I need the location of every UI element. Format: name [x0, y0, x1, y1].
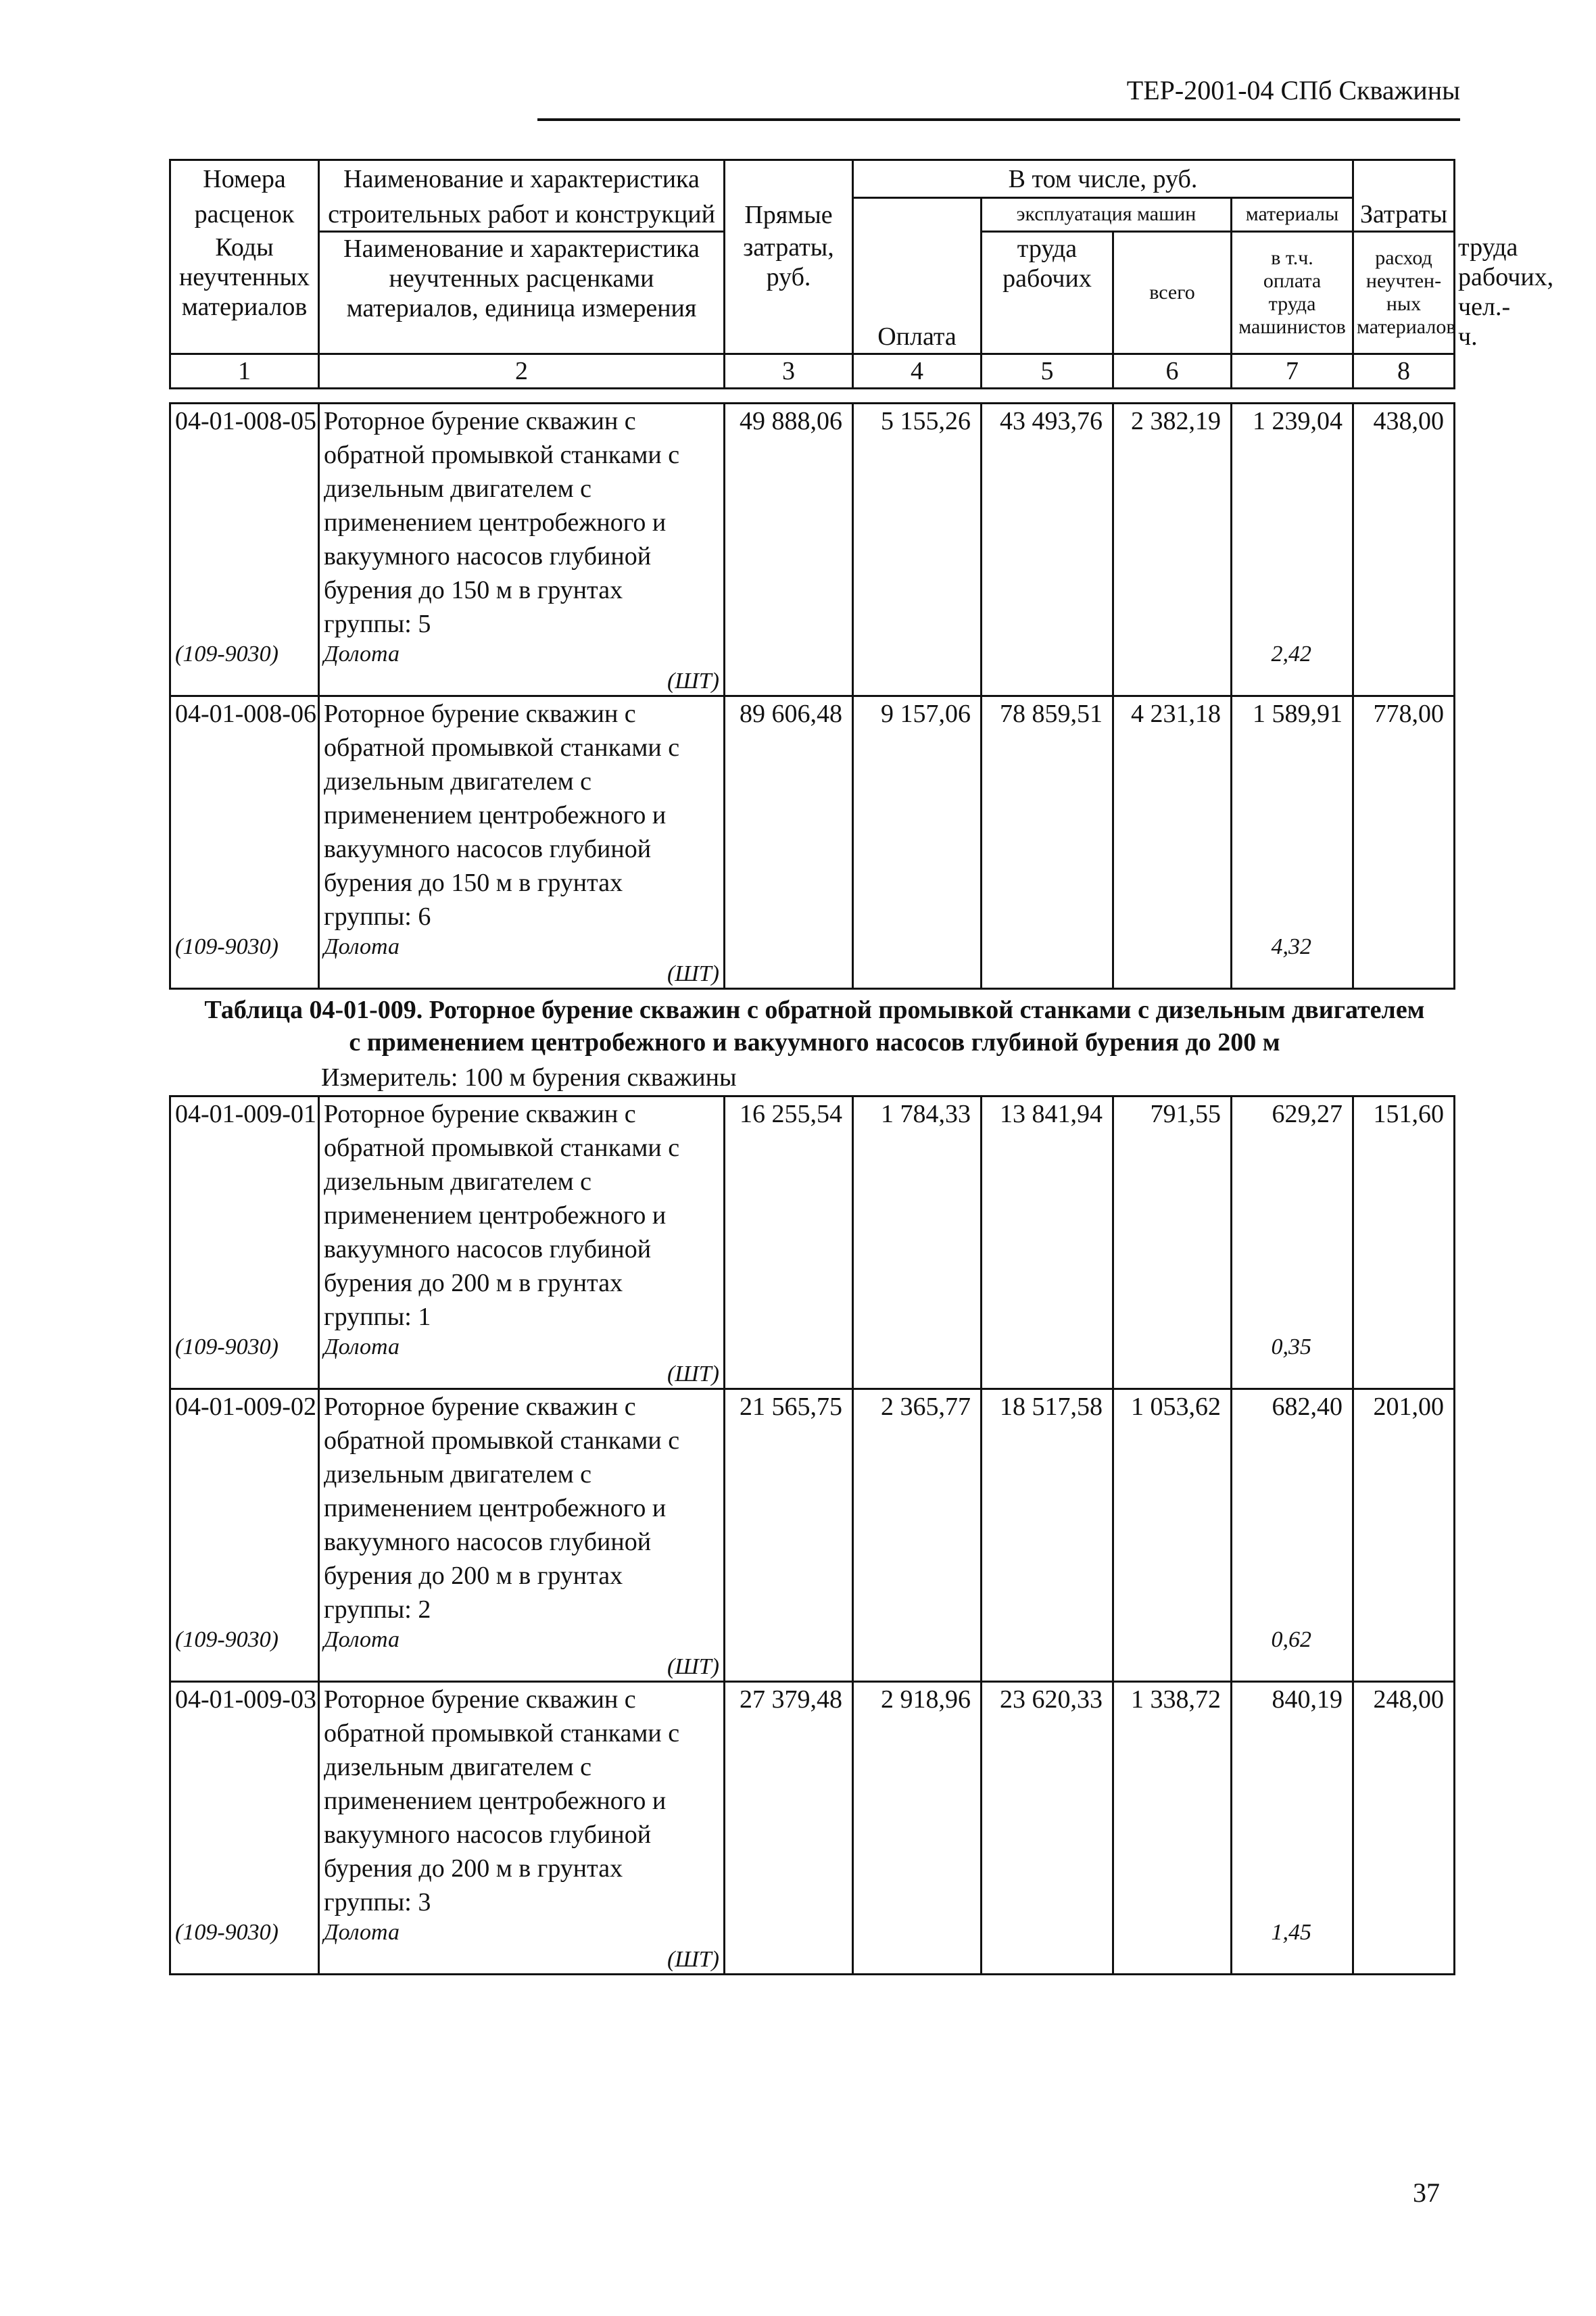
col-number-2: 2: [319, 354, 725, 389]
col1-top-1: Номера: [170, 160, 319, 198]
empty-cell: [853, 1361, 982, 1389]
description-line: бурения до 150 м в грунтах: [324, 576, 623, 604]
material-code: (109-9030): [170, 641, 319, 668]
empty-cell: [982, 1654, 1113, 1682]
empty-cell: [1353, 1626, 1455, 1654]
empty-cell: [725, 961, 853, 989]
material-row: [170, 1919, 1455, 1946]
value-labor: 2 918,96: [853, 1682, 982, 1920]
material-name: Долота: [319, 1919, 725, 1946]
material-unit: (ШТ): [319, 961, 725, 989]
empty-cell: [725, 641, 853, 668]
empty-cell: [1113, 961, 1232, 989]
description-line: группы: 1: [324, 1303, 431, 1331]
description-line: бурения до 200 м в грунтах: [324, 1562, 623, 1590]
material-name: Долота: [319, 641, 725, 668]
col3-header-bottom: [725, 231, 853, 354]
empty-cell: [725, 668, 853, 696]
materials-group-header: материалы: [1232, 198, 1353, 232]
measure-unit: Измеритель: 100 м бурения скважины: [321, 1063, 737, 1092]
empty-cell: [725, 1919, 853, 1946]
empty-cell: [725, 1654, 853, 1682]
description-line: обратной промывкой станками с: [324, 1426, 680, 1455]
empty-cell: [725, 1361, 853, 1389]
col7-header: [1353, 231, 1455, 354]
col4-header-3: рабочих: [1002, 264, 1092, 293]
col1-top-2: расценок: [170, 198, 319, 232]
description-line: вакуумного насосов глубиной: [324, 542, 652, 571]
value-materials: 629,27: [1232, 1096, 1353, 1334]
value-materials: 1 589,91: [1232, 696, 1353, 934]
description-line: применением центробежного и: [324, 1201, 667, 1230]
value-mach-total: 23 620,33: [982, 1682, 1113, 1920]
value-hours: 438,00: [1353, 404, 1455, 642]
empty-cell: [853, 1334, 982, 1361]
description-line: применением центробежного и: [324, 1787, 667, 1815]
value-hours: 201,00: [1353, 1389, 1455, 1627]
col2-bottom-1: Наименование и характеристика: [343, 234, 700, 263]
col7-header-2: неучтен-: [1365, 269, 1442, 292]
description-line: группы: 6: [324, 902, 431, 931]
value-mach-total: 13 841,94: [982, 1096, 1113, 1334]
empty-cell: [1232, 1946, 1353, 1975]
rate-description: [319, 1096, 725, 1334]
col2-bottom: [319, 231, 725, 354]
empty-cell: [725, 1334, 853, 1361]
empty-cell: [1353, 668, 1455, 696]
empty-cell: [1113, 1946, 1232, 1975]
empty-cell: [853, 1626, 982, 1654]
empty-cell: [1353, 934, 1455, 961]
description-line: обратной промывкой станками с: [324, 733, 680, 762]
description-line: применением центробежного и: [324, 508, 667, 537]
material-row: [170, 641, 1455, 668]
material-unit: (ШТ): [319, 1361, 725, 1389]
col6-header-1: в т.ч.: [1271, 246, 1313, 269]
rate-code: 04-01-008-06: [170, 696, 319, 934]
col2-top-1: Наименование и характеристика: [319, 160, 725, 198]
description-line: вакуумного насосов глубиной: [324, 1235, 652, 1263]
col2-bottom-3: материалов, единица измерения: [346, 293, 697, 322]
empty-cell: [982, 668, 1113, 696]
table-title-line-1: Таблица 04-01-009. Роторное бурение скважин с обратной промывкой станками с дизельным двигателем: [204, 996, 1425, 1024]
empty-cell: [982, 1626, 1113, 1654]
material-consumption: 0,35: [1232, 1334, 1353, 1361]
empty-cell: [982, 1946, 1113, 1975]
description-line: дизельным двигателем с: [324, 1167, 592, 1196]
value-direct: 16 255,54: [725, 1096, 853, 1334]
value-direct: 89 606,48: [725, 696, 853, 934]
material-row: [170, 934, 1455, 961]
col3-header-2: затраты,: [743, 233, 834, 262]
description-line: вакуумного насосов глубиной: [324, 835, 652, 863]
column-header-table: Номера Наименование и характеристика Прямые В том числе, руб. Затраты расценок строительных работ и конструкций Оплата эксплуатация машин материалы Коды неучтенных материалов Наименование и характеристика неучтенных расценками материалов, единица измерения затраты, руб. труда рабочих всего в т.ч. оплата труда машинистов расход неучтен- ных материалов труда рабочих, чел.-ч. 1 2 3 4 5 6 7 8: [169, 159, 1455, 389]
value-direct: 27 379,48: [725, 1682, 853, 1920]
empty-cell: [1113, 1361, 1232, 1389]
material-unit: (ШТ): [319, 668, 725, 696]
description-line: обратной промывкой станками с: [324, 441, 680, 469]
rate-description: [319, 696, 725, 934]
empty-cell: [170, 1946, 319, 1975]
description-line: применением центробежного и: [324, 801, 667, 829]
material-row: [170, 1626, 1455, 1654]
col4-header-2: труда: [1017, 234, 1078, 263]
rate-description: [319, 1389, 725, 1627]
rate-row: [170, 1682, 1455, 1920]
col-number-5: 5: [982, 354, 1113, 389]
col6-header-2: оплата: [1263, 269, 1322, 292]
description-line: обратной промывкой станками с: [324, 1719, 680, 1747]
value-mach-labor: 1 338,72: [1113, 1682, 1232, 1920]
empty-cell: [982, 1361, 1113, 1389]
material-unit: (ШТ): [319, 1654, 725, 1682]
description-line: Роторное бурение скважин с: [324, 407, 636, 435]
col1-bottom-2: неучтенных: [178, 263, 310, 291]
empty-cell: [725, 1626, 853, 1654]
col6-header: [1232, 231, 1353, 354]
empty-cell: [1353, 1334, 1455, 1361]
empty-cell: [982, 1334, 1113, 1361]
description-line: Роторное бурение скважин с: [324, 1685, 636, 1714]
value-mach-labor: 1 053,62: [1113, 1389, 1232, 1627]
machines-group-header: эксплуатация машин: [982, 198, 1232, 232]
col6-header-3: труда: [1268, 292, 1316, 315]
empty-cell: [982, 641, 1113, 668]
header-rule: [537, 118, 1460, 121]
unit-row: [170, 1361, 1455, 1389]
unit-row: [170, 961, 1455, 989]
material-row: [170, 1334, 1455, 1361]
rate-row: [170, 696, 1455, 934]
col6-header-4: машинистов: [1238, 315, 1346, 338]
value-mach-labor: 791,55: [1113, 1096, 1232, 1334]
description-line: группы: 3: [324, 1888, 431, 1916]
empty-cell: [725, 934, 853, 961]
value-hours: 248,00: [1353, 1682, 1455, 1920]
col3-header-top: Прямые: [725, 160, 853, 232]
material-name: Долота: [319, 934, 725, 961]
empty-cell: [170, 1654, 319, 1682]
rate-row: [170, 404, 1455, 642]
page-header: ТЕР-2001-04 СПб Скважины: [1126, 75, 1460, 105]
value-materials: 840,19: [1232, 1682, 1353, 1920]
description-line: применением центробежного и: [324, 1494, 667, 1522]
col1-bottom-3: материалов: [181, 293, 308, 321]
material-code: (109-9030): [170, 1626, 319, 1654]
empty-cell: [1353, 1654, 1455, 1682]
col7-header-3: ных: [1386, 292, 1422, 315]
empty-cell: [982, 1919, 1113, 1946]
empty-cell: [853, 1946, 982, 1975]
description-line: бурения до 200 м в грунтах: [324, 1269, 623, 1297]
value-hours: 778,00: [1353, 696, 1455, 934]
value-materials: 1 239,04: [1232, 404, 1353, 642]
empty-cell: [853, 1654, 982, 1682]
empty-cell: [853, 668, 982, 696]
material-code: (109-9030): [170, 934, 319, 961]
value-mach-labor: 4 231,18: [1113, 696, 1232, 934]
empty-cell: [1113, 1654, 1232, 1682]
description-line: бурения до 150 м в грунтах: [324, 869, 623, 897]
value-mach-total: 43 493,76: [982, 404, 1113, 642]
unit-row: [170, 1946, 1455, 1975]
empty-cell: [853, 641, 982, 668]
col-number-1: 1: [170, 354, 319, 389]
empty-cell: [170, 1361, 319, 1389]
col-number-3: 3: [725, 354, 853, 389]
empty-cell: [1232, 668, 1353, 696]
col4-header-top: Оплата: [853, 198, 982, 354]
description-line: дизельным двигателем с: [324, 1460, 592, 1489]
col1-bottom: [170, 231, 319, 354]
empty-cell: [1113, 641, 1232, 668]
empty-cell: [853, 961, 982, 989]
material-consumption: 2,42: [1232, 641, 1353, 668]
material-consumption: 1,45: [1232, 1919, 1353, 1946]
unit-row: [170, 668, 1455, 696]
description-line: Роторное бурение скважин с: [324, 1393, 636, 1421]
col-number-7: 7: [1232, 354, 1353, 389]
value-labor: 9 157,06: [853, 696, 982, 934]
empty-cell: [1232, 1361, 1353, 1389]
table-title-line-2: с применением центробежного и вакуумного насосов глубиной бурения до 200 м: [349, 1028, 1280, 1057]
description-line: группы: 5: [324, 610, 431, 638]
rate-code: 04-01-009-03: [170, 1682, 319, 1920]
material-unit: (ШТ): [319, 1946, 725, 1975]
rate-code: 04-01-009-02: [170, 1389, 319, 1627]
description-line: Роторное бурение скважин с: [324, 700, 636, 728]
empty-cell: [1113, 934, 1232, 961]
empty-cell: [1353, 1919, 1455, 1946]
value-labor: 5 155,26: [853, 404, 982, 642]
description-line: вакуумного насосов глубиной: [324, 1528, 652, 1556]
empty-cell: [1113, 1919, 1232, 1946]
value-mach-total: 18 517,58: [982, 1389, 1113, 1627]
value-direct: 21 565,75: [725, 1389, 853, 1627]
col2-bottom-2: неучтенных расценками: [389, 264, 654, 293]
value-direct: 49 888,06: [725, 404, 853, 642]
empty-cell: [1232, 1654, 1353, 1682]
rate-row: [170, 1096, 1455, 1334]
material-code: (109-9030): [170, 1334, 319, 1361]
rate-code: 04-01-008-05: [170, 404, 319, 642]
rate-code: 04-01-009-01: [170, 1096, 319, 1334]
rate-description: [319, 404, 725, 642]
group-header: В том числе, руб.: [853, 160, 1353, 198]
value-labor: 1 784,33: [853, 1096, 982, 1334]
empty-cell: [853, 934, 982, 961]
rate-description: [319, 1682, 725, 1920]
col-number-6: 6: [1113, 354, 1232, 389]
col4-header-bottom: [982, 231, 1113, 354]
col7-header-4: материалов: [1357, 315, 1456, 338]
material-consumption: 4,32: [1232, 934, 1353, 961]
empty-cell: [725, 1946, 853, 1975]
empty-cell: [1353, 641, 1455, 668]
description-line: дизельным двигателем с: [324, 767, 592, 796]
col5-header: всего: [1113, 231, 1232, 354]
empty-cell: [1353, 1361, 1455, 1389]
description-line: обратной промывкой станками с: [324, 1134, 680, 1162]
col-number-8: 8: [1353, 354, 1455, 389]
col3-header-3: руб.: [766, 263, 811, 291]
col-number-4: 4: [853, 354, 982, 389]
empty-cell: [170, 961, 319, 989]
col7-header-1: расход: [1375, 246, 1432, 269]
description-line: дизельным двигателем с: [324, 1753, 592, 1781]
value-mach-labor: 2 382,19: [1113, 404, 1232, 642]
empty-cell: [170, 668, 319, 696]
empty-cell: [1113, 1334, 1232, 1361]
value-materials: 682,40: [1232, 1389, 1353, 1627]
empty-cell: [853, 1919, 982, 1946]
empty-cell: [1113, 668, 1232, 696]
rates-table-008: [169, 402, 1455, 990]
description-line: Роторное бурение скважин с: [324, 1100, 636, 1128]
unit-row: [170, 1654, 1455, 1682]
col1-bottom-1: Коды: [215, 233, 274, 262]
material-name: Долота: [319, 1334, 725, 1361]
empty-cell: [1353, 1946, 1455, 1975]
empty-cell: [982, 961, 1113, 989]
description-line: вакуумного насосов глубиной: [324, 1820, 652, 1849]
material-consumption: 0,62: [1232, 1626, 1353, 1654]
value-labor: 2 365,77: [853, 1389, 982, 1627]
empty-cell: [1113, 1626, 1232, 1654]
rate-row: [170, 1389, 1455, 1627]
table-title: [169, 994, 1460, 1059]
value-mach-total: 78 859,51: [982, 696, 1113, 934]
value-hours: 151,60: [1353, 1096, 1455, 1334]
rates-table-009: [169, 1095, 1455, 1975]
material-name: Долота: [319, 1626, 725, 1654]
empty-cell: [982, 934, 1113, 961]
empty-cell: [1353, 961, 1455, 989]
description-line: бурения до 200 м в грунтах: [324, 1854, 623, 1883]
material-code: (109-9030): [170, 1919, 319, 1946]
description-line: дизельным двигателем с: [324, 475, 592, 503]
col2-top-2: строительных работ и конструкций: [319, 198, 725, 232]
col8-header-top: Затраты: [1353, 160, 1455, 232]
description-line: группы: 2: [324, 1595, 431, 1624]
page-number: 37: [1413, 2177, 1440, 2208]
empty-cell: [1232, 961, 1353, 989]
